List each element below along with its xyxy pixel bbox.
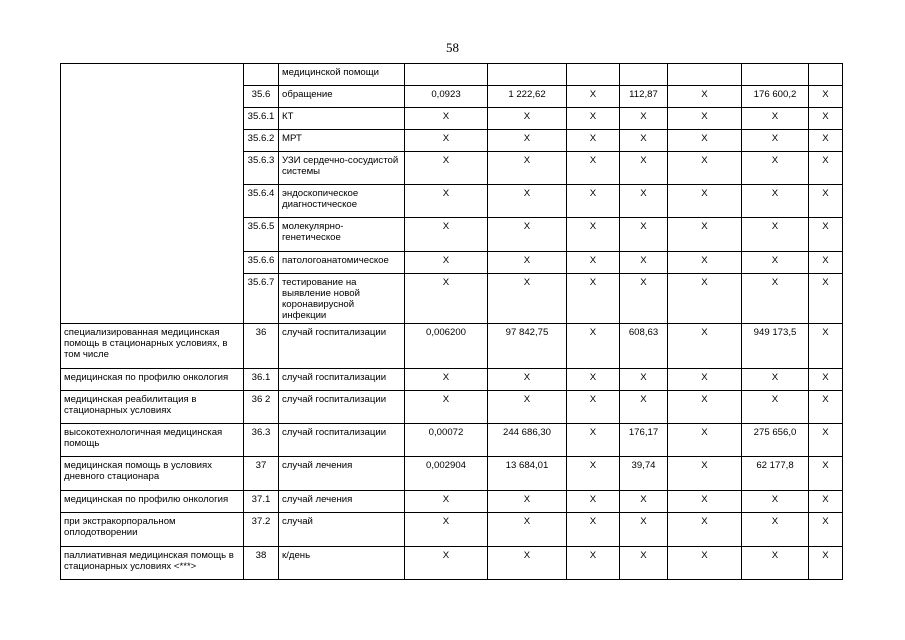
value-cell: X (620, 391, 668, 424)
unit-cell: УЗИ сердечно-сосудистой системы (279, 152, 405, 185)
value-cell: X (567, 152, 620, 185)
value-cell: 0,00072 (405, 424, 488, 457)
value-cell: X (742, 108, 809, 130)
value-cell: X (742, 218, 809, 252)
unit-cell: эндоскопическое диагностическое (279, 185, 405, 218)
value-cell: X (488, 130, 567, 152)
code-cell (244, 64, 279, 86)
value-cell: X (567, 108, 620, 130)
code-cell: 37 (244, 457, 279, 491)
value-cell: 608,63 (620, 324, 668, 369)
value-cell: X (405, 218, 488, 252)
value-cell: X (620, 252, 668, 274)
value-cell (668, 64, 742, 86)
code-cell: 35.6.3 (244, 152, 279, 185)
unit-cell: случай лечения (279, 457, 405, 491)
value-cell: X (809, 86, 843, 108)
value-cell: X (668, 252, 742, 274)
value-cell: X (668, 513, 742, 547)
code-cell: 35.6.7 (244, 274, 279, 324)
value-cell: X (488, 252, 567, 274)
value-cell: X (567, 391, 620, 424)
value-cell: X (742, 369, 809, 391)
name-cell: специализированная медицинская помощь в стационарных условиях, в том числе (61, 324, 244, 369)
page-number: 58 (446, 40, 459, 55)
table-row (61, 424, 843, 457)
value-cell: X (620, 130, 668, 152)
value-cell: X (668, 218, 742, 252)
code-cell: 36 2 (244, 391, 279, 424)
value-cell: X (405, 252, 488, 274)
value-cell: X (742, 391, 809, 424)
unit-cell: случай госпитализации (279, 391, 405, 424)
value-cell: X (405, 274, 488, 324)
unit-cell: случай лечения (279, 491, 405, 513)
code-cell: 35.6 (244, 86, 279, 108)
value-cell: X (742, 274, 809, 324)
value-cell: X (668, 152, 742, 185)
value-cell: X (405, 391, 488, 424)
value-cell: X (488, 152, 567, 185)
unit-cell: КТ (279, 108, 405, 130)
unit-cell: обращение (279, 86, 405, 108)
value-cell: X (567, 252, 620, 274)
value-cell: X (620, 274, 668, 324)
value-cell: X (809, 324, 843, 369)
value-cell: X (567, 86, 620, 108)
code-cell: 35.6.6 (244, 252, 279, 274)
code-cell: 35.6.5 (244, 218, 279, 252)
value-cell: X (668, 324, 742, 369)
table-row (61, 457, 843, 491)
value-cell: X (405, 513, 488, 547)
value-cell: X (668, 424, 742, 457)
value-cell: X (809, 391, 843, 424)
value-cell (405, 64, 488, 86)
code-cell: 35.6.2 (244, 130, 279, 152)
value-cell: X (742, 130, 809, 152)
value-cell: X (809, 491, 843, 513)
value-cell: X (742, 185, 809, 218)
value-cell: X (809, 457, 843, 491)
table-row (61, 491, 843, 513)
value-cell: X (488, 491, 567, 513)
value-cell: X (809, 274, 843, 324)
value-cell: 244 686,30 (488, 424, 567, 457)
name-cell: медицинская помощь в условиях дневного стационара (61, 457, 244, 491)
value-cell: 39,74 (620, 457, 668, 491)
code-cell: 38 (244, 547, 279, 580)
value-cell: X (742, 491, 809, 513)
value-cell: X (809, 130, 843, 152)
value-cell: X (405, 547, 488, 580)
value-cell: X (567, 130, 620, 152)
unit-cell: медицинской помощи (279, 64, 405, 86)
value-cell: X (668, 274, 742, 324)
table-row (61, 547, 843, 580)
unit-cell: патологоанатомическое (279, 252, 405, 274)
value-cell: X (405, 152, 488, 185)
value-cell: X (620, 369, 668, 391)
value-cell: X (668, 130, 742, 152)
value-cell: X (620, 152, 668, 185)
value-cell: X (620, 491, 668, 513)
value-cell: 275 656,0 (742, 424, 809, 457)
code-cell: 36 (244, 324, 279, 369)
value-cell: X (668, 108, 742, 130)
value-cell: X (620, 108, 668, 130)
value-cell: X (809, 547, 843, 580)
value-cell (488, 64, 567, 86)
value-cell (567, 64, 620, 86)
value-cell: X (809, 424, 843, 457)
value-cell: X (668, 547, 742, 580)
unit-cell: случай госпитализации (279, 324, 405, 369)
value-cell: 97 842,75 (488, 324, 567, 369)
value-cell: X (488, 274, 567, 324)
value-cell: 0,002904 (405, 457, 488, 491)
value-cell: X (488, 185, 567, 218)
value-cell: X (809, 108, 843, 130)
value-cell: 176,17 (620, 424, 668, 457)
value-cell (742, 64, 809, 86)
value-cell (809, 64, 843, 86)
name-cell: медицинская реабилитация в стационарных условиях (61, 391, 244, 424)
name-cell (61, 64, 244, 324)
unit-cell: тестирование на выявление новой коронавирусной инфекции (279, 274, 405, 324)
value-cell: X (620, 218, 668, 252)
value-cell: X (567, 457, 620, 491)
value-cell: X (809, 369, 843, 391)
value-cell: X (620, 185, 668, 218)
value-cell: X (809, 218, 843, 252)
value-cell (620, 64, 668, 86)
value-cell: X (488, 369, 567, 391)
value-cell: X (488, 513, 567, 547)
value-cell: X (668, 491, 742, 513)
value-cell: X (405, 108, 488, 130)
table-row (61, 324, 843, 369)
value-cell: X (742, 513, 809, 547)
value-cell: X (488, 547, 567, 580)
unit-cell: случай (279, 513, 405, 547)
unit-cell: к/день (279, 547, 405, 580)
value-cell: 1 222,62 (488, 86, 567, 108)
data-table (60, 63, 843, 580)
name-cell: паллиативная медицинская помощь в стационарных условиях <***> (61, 547, 244, 580)
value-cell: X (488, 391, 567, 424)
value-cell: X (620, 547, 668, 580)
code-cell: 35.6.4 (244, 185, 279, 218)
value-cell: 0,006200 (405, 324, 488, 369)
name-cell: медицинская по профилю онкология (61, 491, 244, 513)
value-cell: X (809, 513, 843, 547)
code-cell: 36.3 (244, 424, 279, 457)
unit-cell: случай госпитализации (279, 424, 405, 457)
value-cell: 176 600,2 (742, 86, 809, 108)
value-cell: 112,87 (620, 86, 668, 108)
value-cell: X (668, 369, 742, 391)
value-cell: X (809, 252, 843, 274)
value-cell: X (668, 86, 742, 108)
value-cell: 0,0923 (405, 86, 488, 108)
value-cell: X (809, 185, 843, 218)
value-cell: X (405, 130, 488, 152)
value-cell: 13 684,01 (488, 457, 567, 491)
value-cell: X (742, 252, 809, 274)
code-cell: 37.1 (244, 491, 279, 513)
value-cell: X (567, 547, 620, 580)
value-cell: 949 173,5 (742, 324, 809, 369)
value-cell: X (567, 274, 620, 324)
code-cell: 36.1 (244, 369, 279, 391)
value-cell: X (488, 108, 567, 130)
value-cell: X (488, 218, 567, 252)
value-cell: X (567, 218, 620, 252)
unit-cell: МРТ (279, 130, 405, 152)
table-row (61, 513, 843, 547)
value-cell: X (742, 152, 809, 185)
value-cell: X (567, 369, 620, 391)
value-cell: X (668, 391, 742, 424)
value-cell: X (405, 185, 488, 218)
value-cell: X (567, 185, 620, 218)
name-cell: медицинская по профилю онкология (61, 369, 244, 391)
value-cell: X (620, 513, 668, 547)
unit-cell: молекулярно-генетическое (279, 218, 405, 252)
code-cell: 35.6.1 (244, 108, 279, 130)
table-row (61, 64, 843, 86)
value-cell: X (405, 369, 488, 391)
value-cell: X (567, 491, 620, 513)
value-cell: X (668, 457, 742, 491)
value-cell: X (405, 491, 488, 513)
value-cell: X (809, 152, 843, 185)
value-cell: X (567, 424, 620, 457)
table-row (61, 391, 843, 424)
value-cell: X (668, 185, 742, 218)
table-row (61, 369, 843, 391)
value-cell: 62 177,8 (742, 457, 809, 491)
value-cell: X (567, 513, 620, 547)
unit-cell: случай госпитализации (279, 369, 405, 391)
value-cell: X (567, 324, 620, 369)
value-cell: X (742, 547, 809, 580)
code-cell: 37.2 (244, 513, 279, 547)
name-cell: высокотехнологичная медицинская помощь (61, 424, 244, 457)
name-cell: при экстракорпоральном оплодотворении (61, 513, 244, 547)
